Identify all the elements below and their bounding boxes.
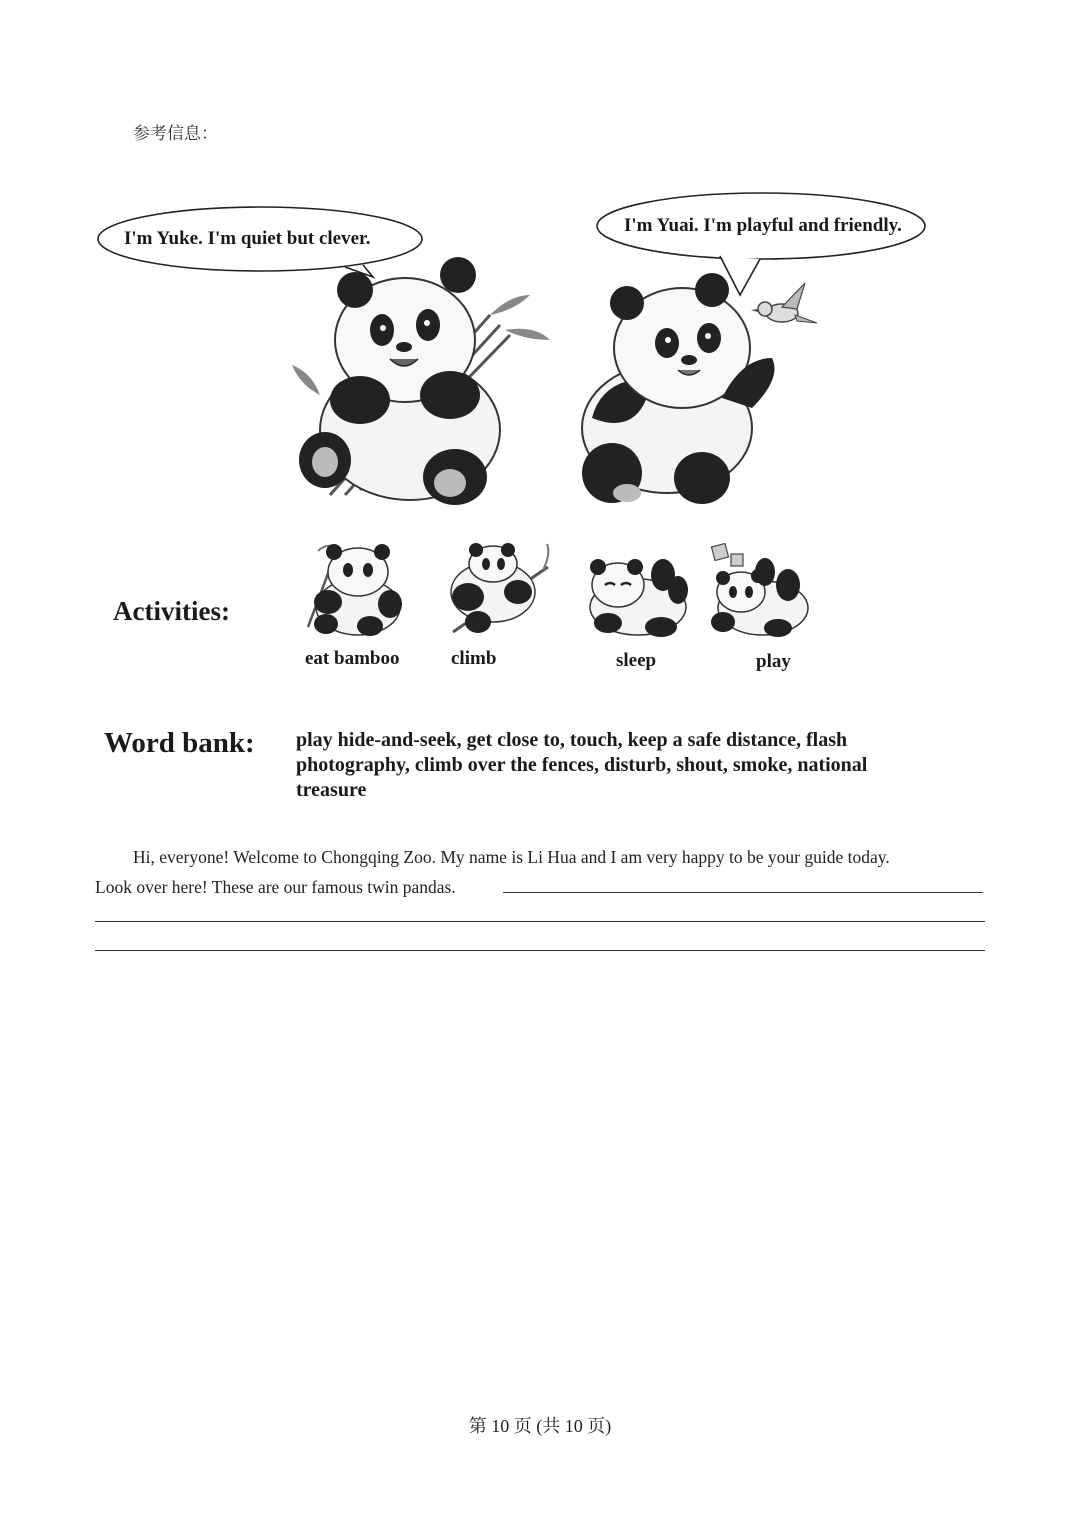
answer-line-2[interactable] — [95, 921, 985, 922]
activity-label-eat-bamboo: eat bamboo — [305, 648, 400, 669]
yuai-panda-illustration — [572, 278, 842, 508]
passage-line-1: Hi, everyone! Welcome to Chongqing Zoo. My name is Li Hua and I am very happy to be your guide today. — [133, 847, 890, 867]
panda-sleeping-icon — [583, 545, 693, 640]
yuai-speech-bubble — [595, 192, 935, 292]
activities-heading: Activities: — [113, 596, 230, 626]
panda-climbing-icon — [438, 542, 553, 637]
yuke-panda-illustration — [290, 255, 550, 505]
answer-line-3[interactable] — [95, 950, 985, 951]
activity-label-climb: climb — [451, 648, 497, 669]
panda-eating-bamboo-icon — [298, 542, 408, 637]
answer-line-1[interactable] — [503, 892, 983, 893]
passage — [95, 842, 995, 902]
yuai-speech-text: I'm Yuai. I'm playful and friendly. — [624, 215, 902, 236]
page-footer: 第 10 页 (共 10 页) — [468, 1416, 612, 1436]
panda-playing-icon — [703, 540, 813, 640]
passage-line-2: Look over here! These are our famous twin pandas. — [95, 877, 456, 897]
activity-label-sleep: sleep — [616, 650, 657, 671]
reference-label: 参考信息： — [133, 124, 218, 144]
word-bank-heading: Word bank: — [104, 727, 255, 759]
yuke-speech-text: I'm Yuke. I'm quiet but clever. — [124, 228, 371, 249]
word-bank-text: play hide-and-seek, get close to, touch, keep a safe distance, flash photography, climb over the fences, disturb, shout, smoke, national treasure — [296, 729, 868, 801]
activity-label-play: play — [756, 651, 791, 672]
